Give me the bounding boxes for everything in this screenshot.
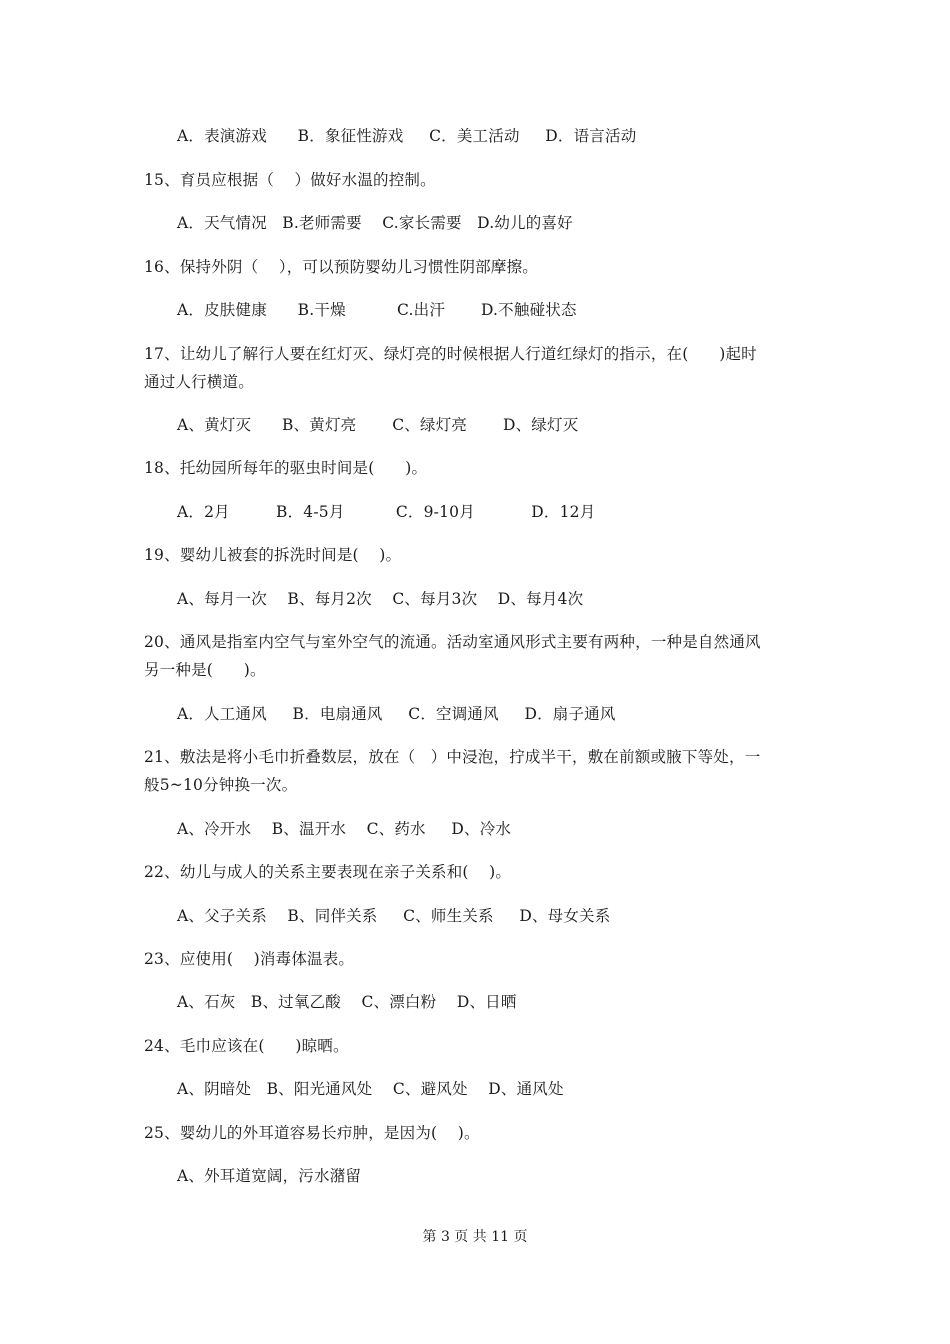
q22-stem: 22、幼儿与成人的关系主要表现在亲子关系和( )。 [144,863,512,881]
q16-options: A．皮肤健康 B.干燥 C.出汗 D.不触碰状态 [177,301,577,319]
q18-options: A．2月 B．4-5月 C．9-10月 D．12月 [177,503,596,521]
q21-options: A、冷开水 B、温开水 C、药水 D、冷水 [177,820,512,838]
q25-option-a: A、外耳道宽阔，污水潴留 [177,1167,362,1185]
q18-stem: 18、托幼园所每年的驱虫时间是( )。 [144,459,428,477]
q24-options: A、阴暗处 B、阳光通风处 C、避风处 D、通风处 [177,1080,564,1098]
q17-stem-line2: 通过人行横道。 [144,373,254,391]
q15-stem: 15、育员应根据（ ）做好水温的控制。 [144,171,436,189]
q25-stem: 25、婴幼儿的外耳道容易长疖肿，是因为( )。 [144,1124,480,1142]
q14-options: A．表演游戏 B．象征性游戏 C．美工活动 D．语言活动 [177,127,637,145]
q17-options: A、黄灯灭 B、黄灯亮 C、绿灯亮 D、绿灯灭 [177,416,579,434]
q19-options: A、每月一次 B、每月2次 C、每月3次 D、每月4次 [177,590,584,608]
q21-stem-line1: 21、敷法是将小毛巾折叠数层，放在（ ）中浸泡，拧成半干，敷在前额或腋下等处，一 [144,748,761,766]
q23-options: A、石灰 B、过氧乙酸 C、漂白粉 D、日晒 [177,993,517,1011]
q17-stem-line1: 17、让幼儿了解行人要在红灯灭、绿灯亮的时候根据人行道红绿灯的指示，在( )起时 [144,345,757,363]
q20-stem-line1: 20、通风是指室内空气与室外空气的流通。活动室通风形式主要有两种，一种是自然通风 [144,633,761,651]
page-footer: 第 3 页 共 11 页 [422,1229,528,1245]
q21-stem-line2: 般5~10分钟换一次。 [144,776,298,794]
q20-options: A．人工通风 B．电扇通风 C．空调通风 D．扇子通风 [177,705,616,723]
q15-options: A．天气情况 B.老师需要 C.家长需要 D.幼儿的喜好 [177,214,573,232]
q16-stem: 16、保持外阴（ ），可以预防婴幼儿习惯性阴部摩擦。 [144,258,538,276]
q20-stem-line2: 另一种是( )。 [144,661,266,679]
q24-stem: 24、毛巾应该在( )晾晒。 [144,1037,349,1055]
q22-options: A、父子关系 B、同伴关系 C、师生关系 D、母女关系 [177,907,611,925]
q19-stem: 19、婴幼儿被套的拆洗时间是( )。 [144,546,402,564]
q23-stem: 23、应使用( )消毒体温表。 [144,950,355,968]
